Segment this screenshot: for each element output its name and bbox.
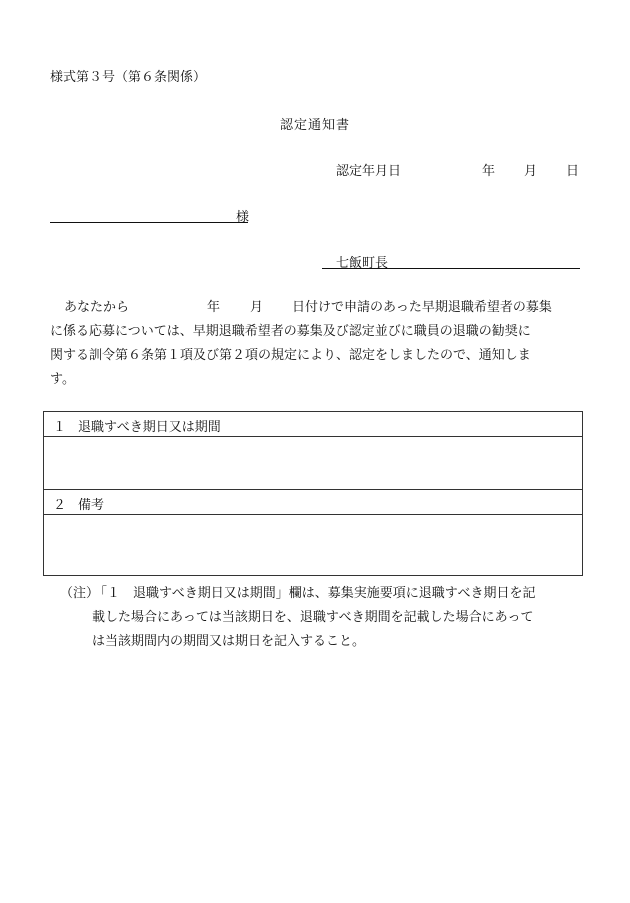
certification-date-month: 月 xyxy=(524,164,538,179)
row-remarks-number: ２ xyxy=(53,498,67,513)
row-remarks-header xyxy=(44,490,582,515)
details-table xyxy=(43,411,583,576)
body-line-4: す。 xyxy=(50,372,75,387)
document-title: 認定通知書 xyxy=(279,118,350,133)
footnote-text-1: 「１ 退職すべき期日又は期間」欄は、募集実施要項に退職すべき期日を記 xyxy=(94,586,536,601)
footnote-line-2: 載した場合にあっては当該期日を、退職すべき期間を記載した場合にあって xyxy=(92,610,534,625)
footnote-prefix: （注） xyxy=(60,586,100,601)
retirement-date-field[interactable] xyxy=(44,437,582,490)
row-retirement-date-number: １ xyxy=(53,420,67,435)
notice-body xyxy=(50,296,580,392)
row-remarks-label: 備考 xyxy=(78,498,105,513)
body-line-2: に係る応募については、早期退職希望者の募集及び認定並びに職員の退職の勧奨に xyxy=(50,324,531,339)
body-tail: 日付けで申請のあった早期退職希望者の募集 xyxy=(292,300,552,315)
body-line-1 xyxy=(50,296,580,320)
body-lead: あなたから xyxy=(64,300,130,315)
certification-date-year: 年 xyxy=(482,164,496,179)
footnote xyxy=(60,582,580,654)
row-retirement-date-label: 退職すべき期日又は期間 xyxy=(78,420,221,435)
row-retirement-date-header xyxy=(44,412,582,437)
certification-date xyxy=(336,160,580,178)
certification-date-label: 認定年月日 xyxy=(336,164,402,179)
footnote-line-3: は当該期間内の期間又は期日を記入すること。 xyxy=(92,634,366,649)
certification-date-day: 日 xyxy=(566,164,580,179)
body-month: 月 xyxy=(250,300,264,315)
addressee-blank-line xyxy=(50,222,248,223)
body-year: 年 xyxy=(207,300,221,315)
sender-mayor: 七飯町長 xyxy=(322,252,580,269)
body-line-3: 関する訓令第６条第１項及び第２項の規定により、認定をしましたので、通知しま xyxy=(50,348,531,363)
remarks-field[interactable] xyxy=(44,515,582,575)
form-number: 様式第３号（第６条関係） xyxy=(50,70,207,85)
footnote-line-1 xyxy=(60,582,580,606)
addressee-honorific: 様 xyxy=(236,210,250,225)
